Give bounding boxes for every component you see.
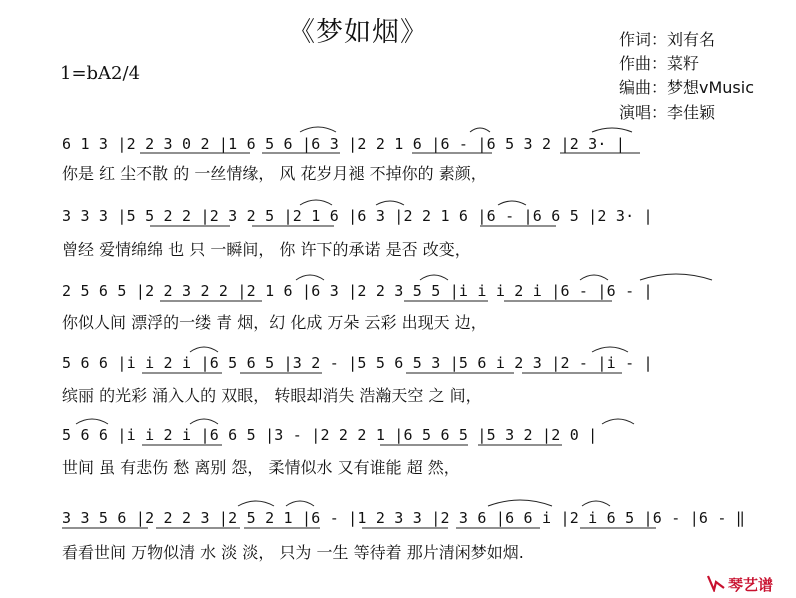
lyricist-credit: 作词：刘有名 xyxy=(619,30,716,49)
slur xyxy=(376,201,404,205)
notation-row-6: 3 3 5 6 |2 2 2 3 |2 5 2 1 |6 - |1 2 3 3 |2 3 6 |6 6 i |2 i 6 5 |6 - |6 - ‖ xyxy=(62,509,746,527)
logo-text: 琴艺谱 xyxy=(728,576,774,594)
slur xyxy=(190,347,218,352)
singer-credit: 演唱：李佳颖 xyxy=(619,103,716,122)
slur xyxy=(420,275,448,280)
notation-row-5: 5 6 6 |i i 2 i |6 6 5 |3 - |2 2 2 1 |6 5 6 5 |5 3 2 |2 0 | xyxy=(62,426,598,444)
notation-row-4: 5 6 6 |i i 2 i |6 5 6 5 |3 2 - |5 5 6 5 3 |5 6 i 2 3 |2 - |i - | xyxy=(62,354,653,372)
lyrics-row-3: 你似人间 漂浮的一缕 青 烟，幻 化成 万朵 云彩 出现天 边， xyxy=(62,313,487,332)
arranger-credit: 编曲：梦想vMusic xyxy=(619,78,755,97)
slur xyxy=(592,128,632,132)
lyrics-row-1: 你是 红 尘不散 的 一丝情缘， 风 花岁月褪 不掉你的 素颜， xyxy=(62,164,487,183)
notation-row-2: 3 3 3 |5 5 2 2 |2 3 2 5 |2 1 6 |6 3 |2 2 1 6 |6 - |6 6 5 |2 3· | xyxy=(62,207,653,225)
key-signature: 1=bA2/4 xyxy=(60,63,141,84)
lyrics-row-6: 看看世间 万物似清 水 淡 淡， 只为 一生 等待着 那片清闲梦如烟. xyxy=(62,543,524,562)
slur xyxy=(592,347,628,352)
lyrics-row-2: 曾经 爱情绵绵 也 只 一瞬间， 你 许下的承诺 是否 改变， xyxy=(62,240,471,259)
logo-icon xyxy=(706,572,726,592)
slur xyxy=(580,275,608,280)
slur xyxy=(286,501,314,506)
lyrics-row-5: 世间 虽 有悲伤 愁 离别 怨， 柔情似水 又有谁能 超 然， xyxy=(62,458,460,477)
slur xyxy=(190,419,218,424)
slur xyxy=(498,201,526,205)
slur xyxy=(238,501,274,506)
slur xyxy=(488,500,552,506)
lyrics-row-4: 缤丽 的光彩 涌入人的 双眼， 转眼却消失 浩瀚天空 之 间， xyxy=(62,386,482,405)
notation-row-3: 2 5 6 5 |2 2 3 2 2 |2 1 6 |6 3 |2 2 3 5 5 |i i i 2 i |6 - |6 - | xyxy=(62,282,653,300)
slur xyxy=(76,419,108,424)
slur xyxy=(602,419,634,424)
slur xyxy=(300,200,332,205)
slur xyxy=(640,274,712,280)
song-title: 《梦如烟》 xyxy=(288,17,428,48)
notation-row-1: 6 1 3 |2 2 3 0 2 |1 6 5 6 |6 3 |2 2 1 6 |6 - |6 5 3 2 |2 3· | xyxy=(62,135,626,153)
slur xyxy=(300,127,336,132)
slur xyxy=(470,128,490,132)
site-logo xyxy=(706,572,792,594)
composer-credit: 作曲：菜籽 xyxy=(619,54,700,73)
slur xyxy=(296,275,324,280)
slur xyxy=(582,501,610,506)
